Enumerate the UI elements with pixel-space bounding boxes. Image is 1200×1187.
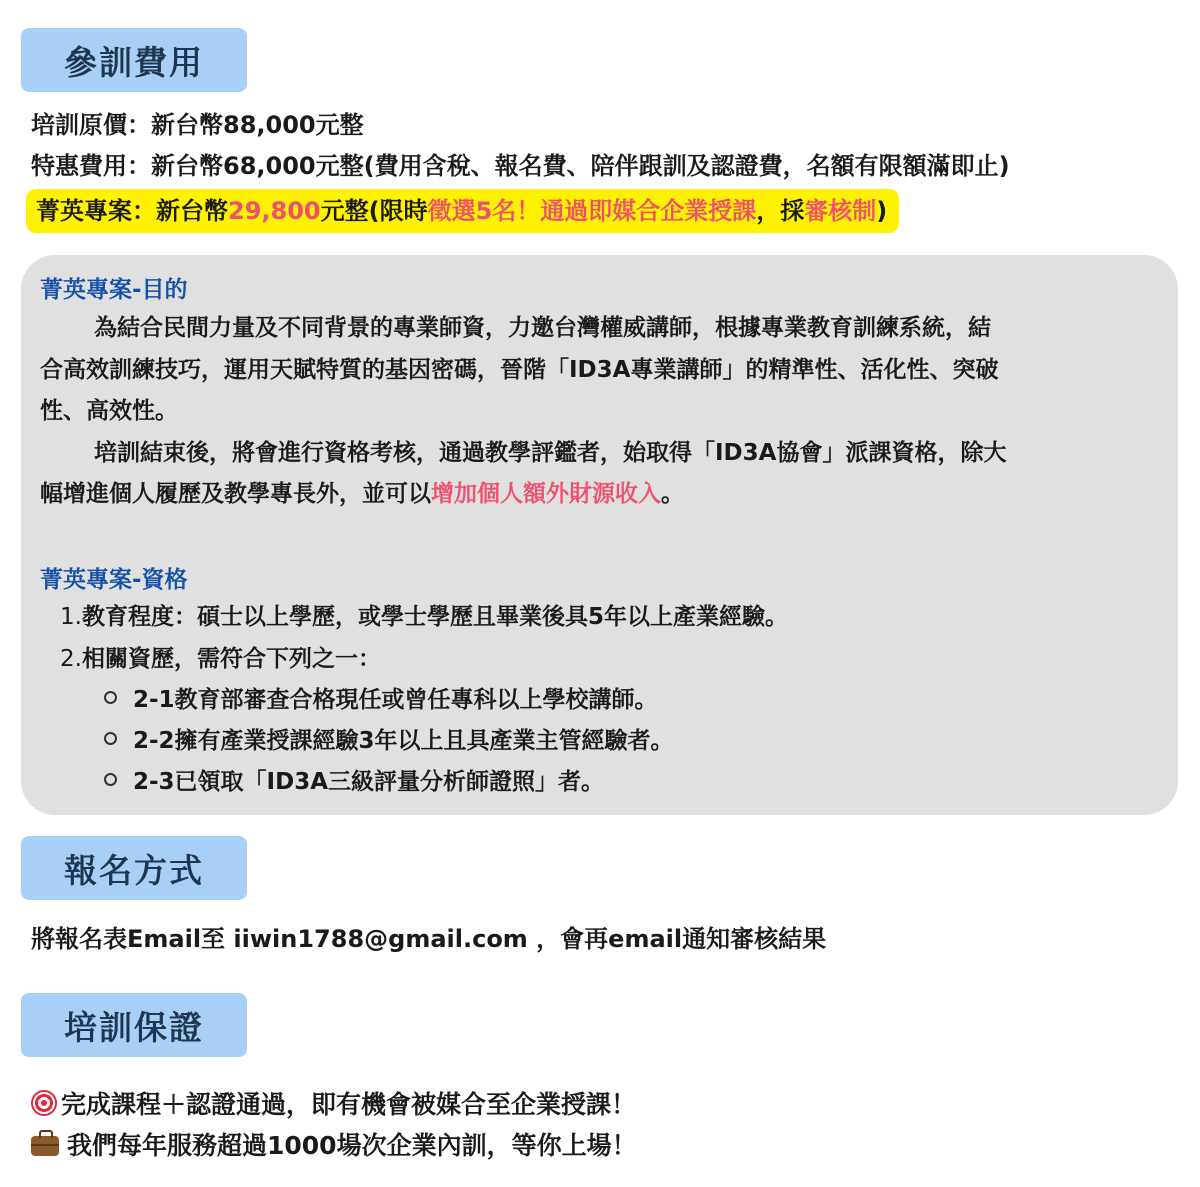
signup-instructions: 將報名表Email至 iiwin1788@gmail.com ，會再email通知審核結果 xyxy=(31,925,827,953)
guarantee-item-2 xyxy=(31,1126,637,1166)
elite-info-box xyxy=(21,255,1178,815)
qualification-heading: 菁英專案-資格 xyxy=(40,567,188,593)
guarantee-item-2-text: 我們每年服務超過1000場次企業內訓，等你上場！ xyxy=(67,1131,637,1160)
qualification-item-1-number: 1. xyxy=(60,604,82,630)
qualification-subitem-1-text: 2-1教育部審查合格現任或曾任專科以上學校講師。 xyxy=(133,687,658,713)
income-highlight: 增加個人額外財源收入 xyxy=(431,481,661,507)
guarantee-item-1-text: 完成課程＋認證通過，即有機會被媒合至企業授課！ xyxy=(61,1090,637,1119)
briefcase-icon xyxy=(31,1136,59,1156)
circle-bullet-icon xyxy=(104,691,117,704)
qualification-item-1 xyxy=(60,597,788,637)
special-price: 特惠費用：新台幣68,000元整(費用含稅、報名費、陪伴跟訓及認證費，名額有限額滿即止) xyxy=(31,152,1010,180)
elite-price-value: 29,800 xyxy=(228,197,321,225)
elite-price-label: 菁英專案：新台幣 xyxy=(36,197,228,225)
purpose-heading: 菁英專案-目的 xyxy=(40,277,188,303)
purpose-line-5-end: 。 xyxy=(661,481,684,507)
qualification-subitem-3-text: 2-3已領取「ID3A三級評量分析師證照」者。 xyxy=(133,769,605,795)
purpose-line-5-start: 幅增進個人履歷及教學專長外，並可以 xyxy=(40,481,431,507)
fee-section-title: 參訓費用 xyxy=(21,28,247,92)
qualification-item-2-number: 2. xyxy=(60,646,82,672)
qualification-item-1-text: 教育程度：碩士以上學歷，或學士學歷且畢業後具5年以上產業經驗。 xyxy=(81,604,788,630)
original-price: 培訓原價：新台幣88,000元整 xyxy=(31,111,364,139)
qualification-subitem-1 xyxy=(104,680,658,720)
elite-review: 審核制 xyxy=(804,197,877,225)
purpose-line-5 xyxy=(40,474,684,514)
guarantee-item-1 xyxy=(31,1085,636,1125)
purpose-line-2: 合高效訓練技巧，運用天賦特質的基因密碼，晉階「ID3A專業講師」的精準性、活化性、突破 xyxy=(40,357,999,383)
circle-bullet-icon xyxy=(104,773,117,786)
qualification-item-2 xyxy=(60,639,381,679)
qualification-item-2-text: 相關資歷，需符合下列之一： xyxy=(81,646,381,672)
elite-quota: 徵選5名！通過即媒合企業授課 xyxy=(427,197,757,225)
guarantee-section-title: 培訓保證 xyxy=(21,993,247,1057)
circle-bullet-icon xyxy=(104,732,117,745)
purpose-line-1: 為結合民間力量及不同背景的專業師資，力邀台灣權威講師，根據專業教育訓練系統，結 xyxy=(94,315,991,341)
purpose-line-3: 性、高效性。 xyxy=(40,398,178,424)
elite-method-label: ，採 xyxy=(756,197,805,225)
elite-close: ) xyxy=(876,197,888,225)
qualification-subitem-3 xyxy=(104,762,604,802)
signup-section-title: 報名方式 xyxy=(21,836,247,900)
elite-price-highlight xyxy=(26,189,899,233)
target-icon xyxy=(31,1090,57,1116)
qualification-subitem-2 xyxy=(104,721,674,761)
elite-price-unit: 元整(限時 xyxy=(320,197,428,225)
purpose-line-4: 培訓結束後，將會進行資格考核，通過教學評鑑者，始取得「ID3A協會」派課資格，除大 xyxy=(94,440,1007,466)
qualification-subitem-2-text: 2-2擁有產業授課經驗3年以上且具產業主管經驗者。 xyxy=(133,728,674,754)
